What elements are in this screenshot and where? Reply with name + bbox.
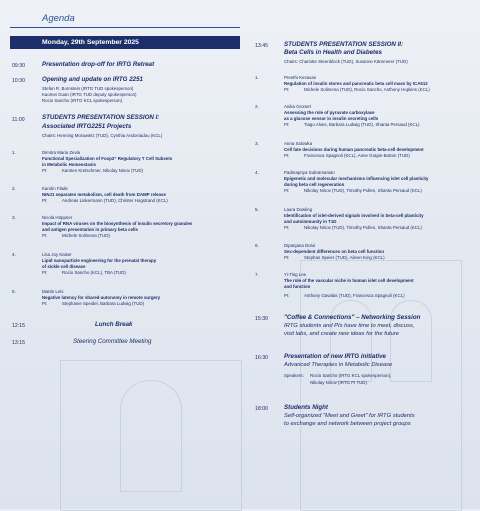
time-1530: 15:30 [255,316,268,322]
talk-title: Identification of islet-derived signals involved in beta-cell plasticity [284,213,424,218]
talk-pi: PI: Nikolay Ninov (TUD), Timothy Pullen, Shanta Persaud (KCL) [284,188,422,193]
talk-speaker: Dipanjana Dolui [284,243,315,248]
talk-pi: PI: Tiago Alves, Barbara Ludwig (TUD), Shanta Persaud (KCL) [284,122,420,127]
talk-speaker: Nicola Höppner [42,215,73,220]
talk-speaker: Anna Salowka [284,141,313,146]
talk-title: Negative latency for shared-autonomy in remote surgery [42,295,161,300]
time-1315: 13:15 [12,340,25,346]
talk-title: NINJ1 separates metabolism, cell death from DAMP release [42,192,166,197]
coffee-desc: visit labs, and create new ideas for the future [284,331,400,337]
talk-speaker: Anika Gronert [284,104,312,109]
talk-number: 3. [255,141,259,146]
talk-speaker: Yi-Ting Lee [284,272,307,277]
talk-number: 5. [255,207,259,212]
irtg-speaker: Nikolay Ninov (IRTG PI TUD) [310,380,367,385]
coffee-title: "Coffee & Connections" – Networking Session [284,314,421,321]
talk-number: 3. [12,215,16,220]
opening-title: Opening and update on IRTG 2251 [42,76,143,83]
talk-title: Assessing the role of pyruvate carboxylase [284,110,375,115]
talk-speaker: Dimitra Maria Zevla [42,150,81,155]
talk-title: The role of the vascular niche in human islet cell development [284,278,414,283]
talk-title-cont: and autoimmunity in T1D [284,219,337,224]
talk-pi: PI: Stephan Speier (TUD), Aileen King (KCL) [284,255,385,260]
talk-speaker: Martin Leis [42,289,64,294]
talk-number: 1. [12,150,16,155]
session2-subtitle: Beta Cells in Health and Diabetes [284,49,382,56]
time-0930: 09:30 [12,63,25,69]
talk-speaker: Preethi Kesavan [284,75,317,80]
talk-number: 2. [255,104,259,109]
header-rule [10,27,240,28]
talk-number: 7. [255,272,259,277]
coffee-desc: IRTG students and PIs have time to meet, discuss, [284,323,415,329]
dropoff-title: Presentation drop-off for IRTG Retreat [42,61,155,68]
talk-title-cont: during beta cell regeneration [284,182,345,187]
time-1630: 16:30 [255,355,268,361]
talk-title-cont: and function [284,284,311,289]
session1-chairs: Chairs: Henning Morawietz (TUD), Cynthia Andoniadou (KCL) [42,133,163,138]
day-band: Monday, 29th September 2025 [10,36,240,49]
talk-pi: PI: Nikolay Ninov (TUD), Timothy Pullen, Shanta Persaud (KCL) [284,225,422,230]
talk-title-cont: as a glucose sensor in insulin secreting cells [284,116,379,121]
opening-person: Rocio Sancho (IRTG KCL spokesperson) [42,98,123,103]
time-1345: 13:45 [255,43,268,49]
night-desc: Self-organized "Meet and Greet" for IRTG students [284,413,415,419]
talk-pi: PI: Karsten Kretschmer, Nikolay Ninov (TUD) [42,168,144,173]
talk-title: Sex-dependent differences on beta cell function [284,249,385,254]
talk-title: Cell fate decisions during human pancreatic beta-cell development [284,147,424,152]
talk-title-cont: and antigen presentation in primary beta cells [42,227,138,232]
talk-pi: PI: Anthony Gavalas (TUD), Francesca Spagnoli (KCL) [284,293,405,298]
talk-title-cont: in Metabolic Homeostasis [42,162,96,167]
night-desc: to exchange and network between project groups [284,421,411,427]
talk-speaker: Laura Dowling [284,207,313,212]
talk-title: Functional Specialization of Foxp3⁺ Regulatory T Cell Subsets [42,156,173,161]
opening-person: Stefan R. Bornstein (IRTG TUD spokesperson) [42,86,134,91]
irtg-subtitle: Advanced Therapies in Metabolic Disease [284,362,393,368]
talk-pi: PI: Andreas Linkermann (TUD), Christer Hogstrand (KCL) [42,198,168,203]
talk-title: Epigenetic and molecular mechanisms influencing islet cell plasticity [284,176,429,181]
lunch-title: Lunch Break [95,321,133,328]
talk-title: Lipid nanoparticle engineering for the prenatal therapy [42,258,157,263]
steering-title: Steering Committee Meeting [73,338,152,345]
talk-number: 4. [12,252,16,257]
talk-speaker: Lisa Joy Kaiser [42,252,72,257]
time-1215: 12:15 [12,323,25,329]
talk-title: Impact of RNA viruses on the biosynthesis of insulin secretory granules [42,221,193,226]
talk-number: 2. [12,186,16,191]
irtg-speaker: Speakers: Rocio Sancho (IRTG KCL spokesperson), [284,373,392,378]
talk-pi: PI: Michele Solimena (TUD) [42,233,110,238]
agenda-header: Agenda [42,13,75,24]
session2-title: STUDENTS PRESENTATION SESSION II: [284,41,404,48]
talk-pi: PI: Stephanie Speidel, Barbara Ludwig (TUD) [42,301,145,306]
talk-number: 6. [255,243,259,248]
session2-chairs: Chairs: Charlotte Steenblock (TUD), Susanne Kämmerer (TUD) [284,59,408,64]
talk-speaker: Padmapriya Subramanian [284,170,335,175]
night-title: Students Night [284,404,328,411]
opening-person: Kaomei Guan (IRTG TUD deputy spokesperson) [42,92,137,97]
talk-title-cont: of sickle cell disease [42,264,86,269]
session1-title: STUDENTS PRESENTATION SESSION I: [42,114,160,121]
time-1100: 11:00 [12,117,25,123]
session1-subtitle: Associated IRTG2251 Projects [42,123,132,130]
time-1030: 10:30 [12,78,25,84]
talk-title: Regulation of insulin stores and pancreatic beta cell mass by ICA512 [284,81,428,86]
irtg-title: Presentation of new IRTG initiative [284,353,386,360]
talk-pi: PI: Rocio Sancho (KCL), TBA (TUD) [42,270,126,275]
talk-pi: PI: Michele Solimena (TUD), Rocio Sancho, Anthony Hopkins (KCL) [284,87,430,92]
talk-number: 4. [255,170,259,175]
talk-number: 1. [255,75,259,80]
talk-number: 5. [12,289,16,294]
time-1800: 18:00 [255,406,268,412]
talk-pi: PI: Francesca Spagnoli (KCL), Anne Grapin-Botton (TUD) [284,153,410,158]
talk-speaker: Karolin Flade [42,186,68,191]
